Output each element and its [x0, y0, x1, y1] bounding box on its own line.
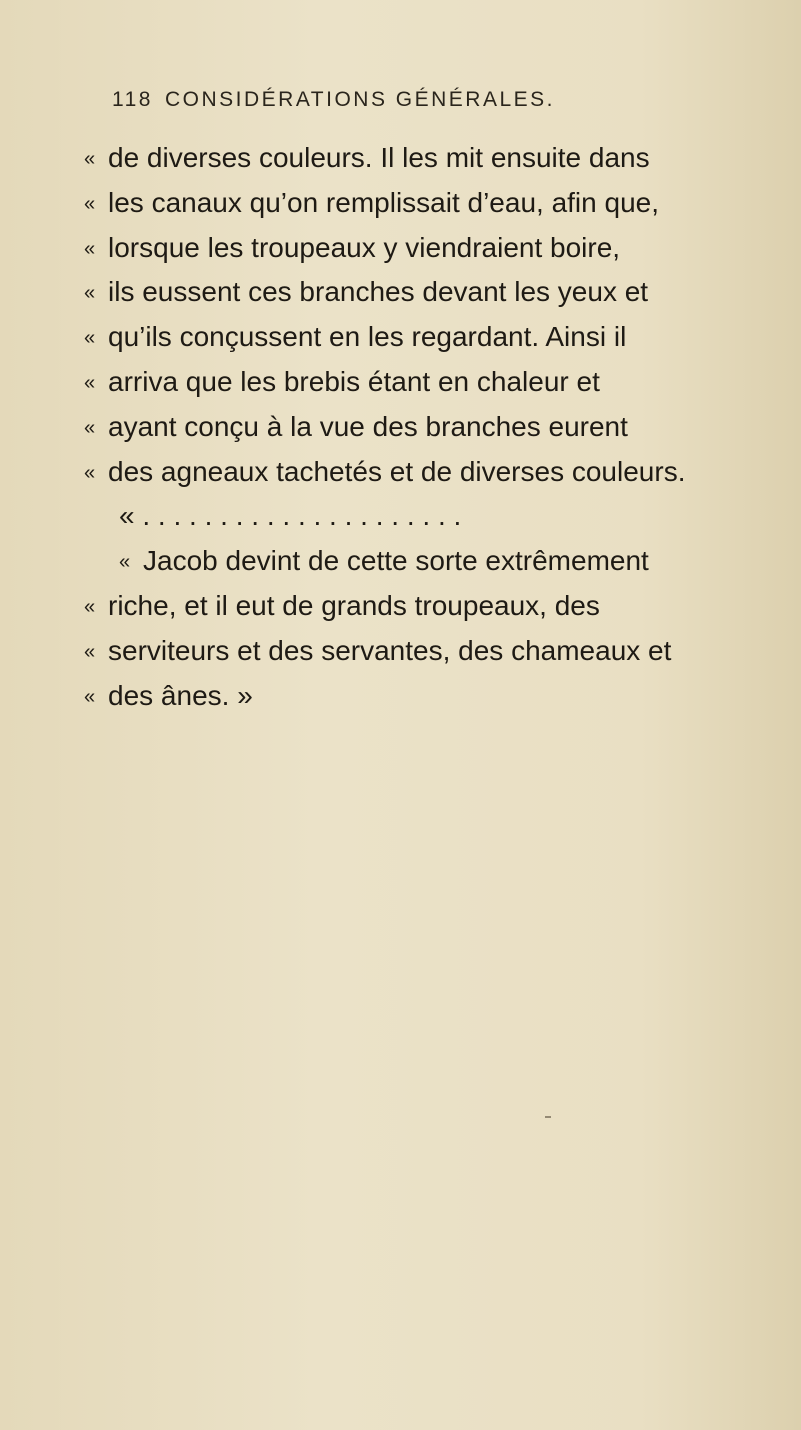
line-text: lorsque les troupeaux y viendraient boire,	[108, 231, 621, 263]
quote-mark: «	[84, 640, 96, 663]
text-line	[84, 360, 724, 405]
line-text: arriva que les brebis étant en chaleur et	[108, 365, 600, 397]
quote-mark: «	[84, 685, 96, 708]
line-text: ayant conçu à la vue des branches eurent	[108, 410, 628, 442]
body-text	[84, 136, 724, 718]
line-text: les canaux qu’on remplissait d’eau, afin que,	[108, 186, 660, 218]
line-text: serviteurs et des servantes, des chameaux et	[108, 634, 672, 666]
ellipsis-line: « . . . . . . . . . . . . . . . . . . . . .	[119, 500, 462, 532]
quote-mark: «	[84, 461, 96, 484]
running-title: CONSIDÉRATIONS GÉNÉRALES.	[165, 88, 556, 111]
paragraph-1	[84, 136, 724, 494]
quote-mark: «	[84, 192, 96, 215]
text-line	[84, 584, 724, 629]
line-text: ils eussent ces branches devant les yeux et	[108, 276, 649, 308]
ink-speck	[545, 1116, 551, 1118]
line-text: qu’ils conçussent en les regardant. Ainsi il	[108, 321, 627, 353]
line-text: Jacob devint de cette sorte extrêmement	[143, 545, 649, 577]
line-text: des agneaux tachetés et de diverses couleurs.	[108, 455, 686, 487]
line-text: de diverses couleurs. Il les mit ensuite dans	[108, 142, 650, 173]
quote-mark: «	[119, 551, 131, 574]
quote-mark: «	[84, 327, 96, 350]
text-line	[84, 450, 724, 495]
line-text: riche, et il eut de grands troupeaux, des	[108, 589, 600, 621]
page-number: 118	[112, 88, 153, 111]
text-line	[84, 539, 724, 584]
text-line	[84, 181, 724, 226]
quote-mark: «	[84, 416, 96, 439]
text-line	[84, 405, 724, 450]
line-text: des ânes. »	[108, 679, 253, 711]
text-line	[84, 226, 724, 271]
text-line	[84, 315, 724, 360]
paragraph-2	[84, 539, 724, 718]
quote-mark: «	[84, 371, 96, 394]
quote-mark: «	[84, 237, 96, 260]
text-line	[84, 629, 724, 674]
text-line	[84, 270, 724, 315]
text-line	[84, 136, 724, 181]
quote-mark: «	[84, 282, 96, 305]
quote-mark: «	[84, 595, 96, 618]
running-head	[112, 86, 712, 114]
quote-mark: «	[84, 148, 96, 170]
text-line	[84, 674, 724, 719]
